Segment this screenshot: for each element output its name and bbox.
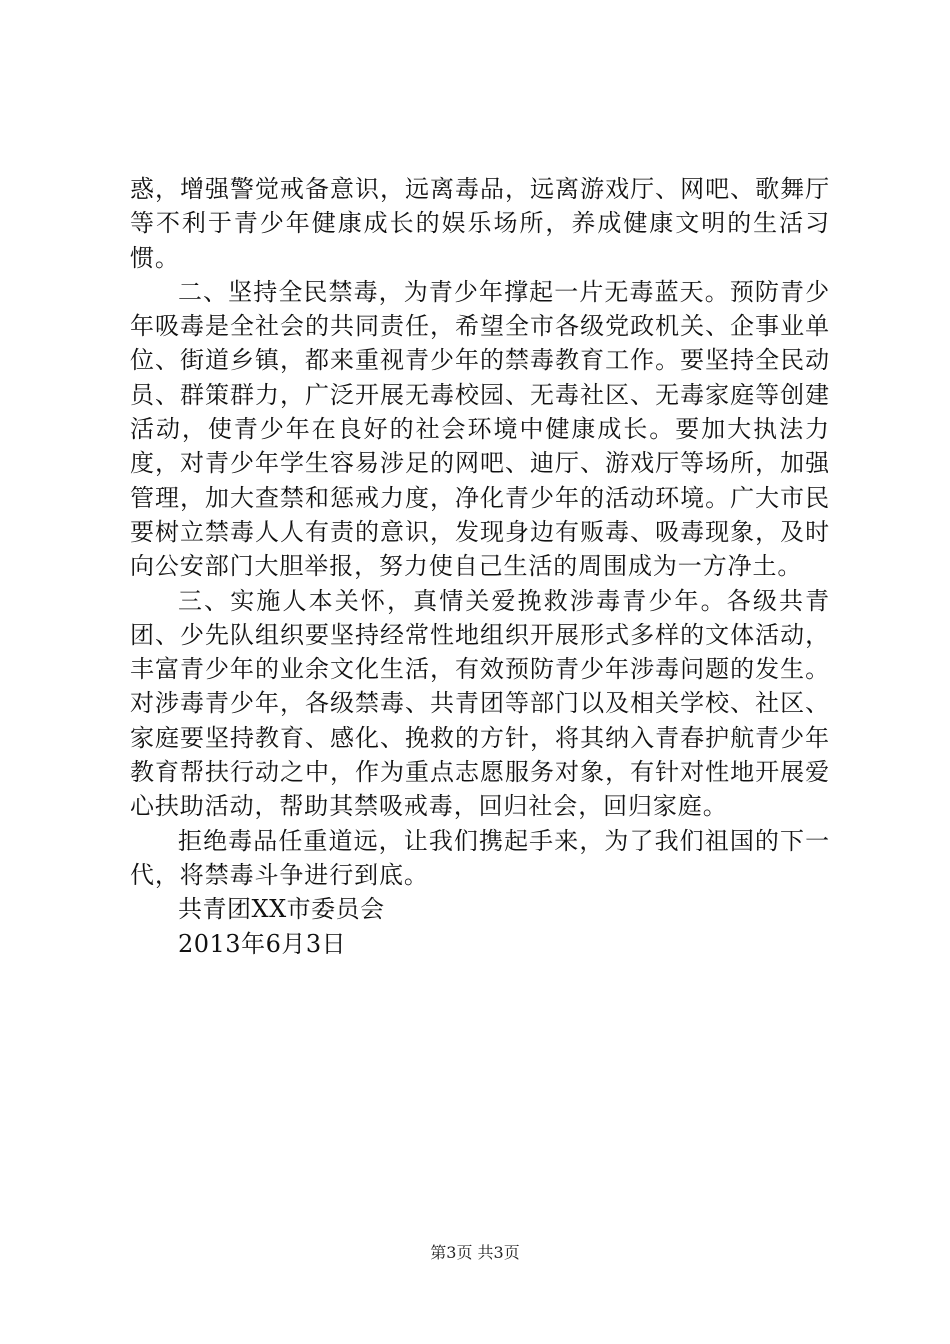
paragraph-point-three: 三、实施人本关怀，真情关爱挽救涉毒青少年。各级共青团、少先队组织要坚持经常性地组织开展形式多样的文体活动，丰富青少年的业余文化生活，有效预防青少年涉毒问题的发生。对涉毒青少年，各级禁毒、共青团等部门以及相关学校、社区、家庭要坚持教育、感化、挽救的方针，将其纳入青春护航青少年教育帮扶行动之中，作为重点志愿服务对象，有针对性地开展爱心扶助活动，帮助其禁吸戒毒，回归社会，回归家庭。 [130,586,830,821]
paragraph-closing: 拒绝毒品任重道远，让我们携起手来，为了我们祖国的下一代，将禁毒斗争进行到底。 [130,826,830,889]
page-number-footer: 第3页 共3页 [430,1243,520,1262]
paragraph-point-two: 二、坚持全民禁毒，为青少年撑起一片无毒蓝天。预防青少年吸毒是全社会的共同责任，希望全市各级党政机关、企事业单位、街道乡镇，都来重视青少年的禁毒教育工作。要坚持全民动员、群策群力，广泛开展无毒校园、无毒社区、无毒家庭等创建活动，使青少年在良好的社会环境中健康成长。要加大执法力度，对青少年学生容易涉足的网吧、迪厅、游戏厅等场所，加强管理，加大查禁和惩戒力度，净化青少年的活动环境。广大市民要树立禁毒人人有责的意识，发现身边有贩毒、吸毒现象，及时向公安部门大胆举报，努力使自己生活的周围成为一方净土。 [130,277,830,581]
document-body [130,172,830,961]
signature-organization: 共青团XX市委员会 [178,895,385,924]
paragraph-continuation: 惑，增强警觉戒备意识，远离毒品，远离游戏厅、网吧、歌舞厅等不利于青少年健康成长的娱乐场所，养成健康文明的生活习惯。 [130,175,830,272]
signature-date: 2013年6月3日 [178,929,347,958]
